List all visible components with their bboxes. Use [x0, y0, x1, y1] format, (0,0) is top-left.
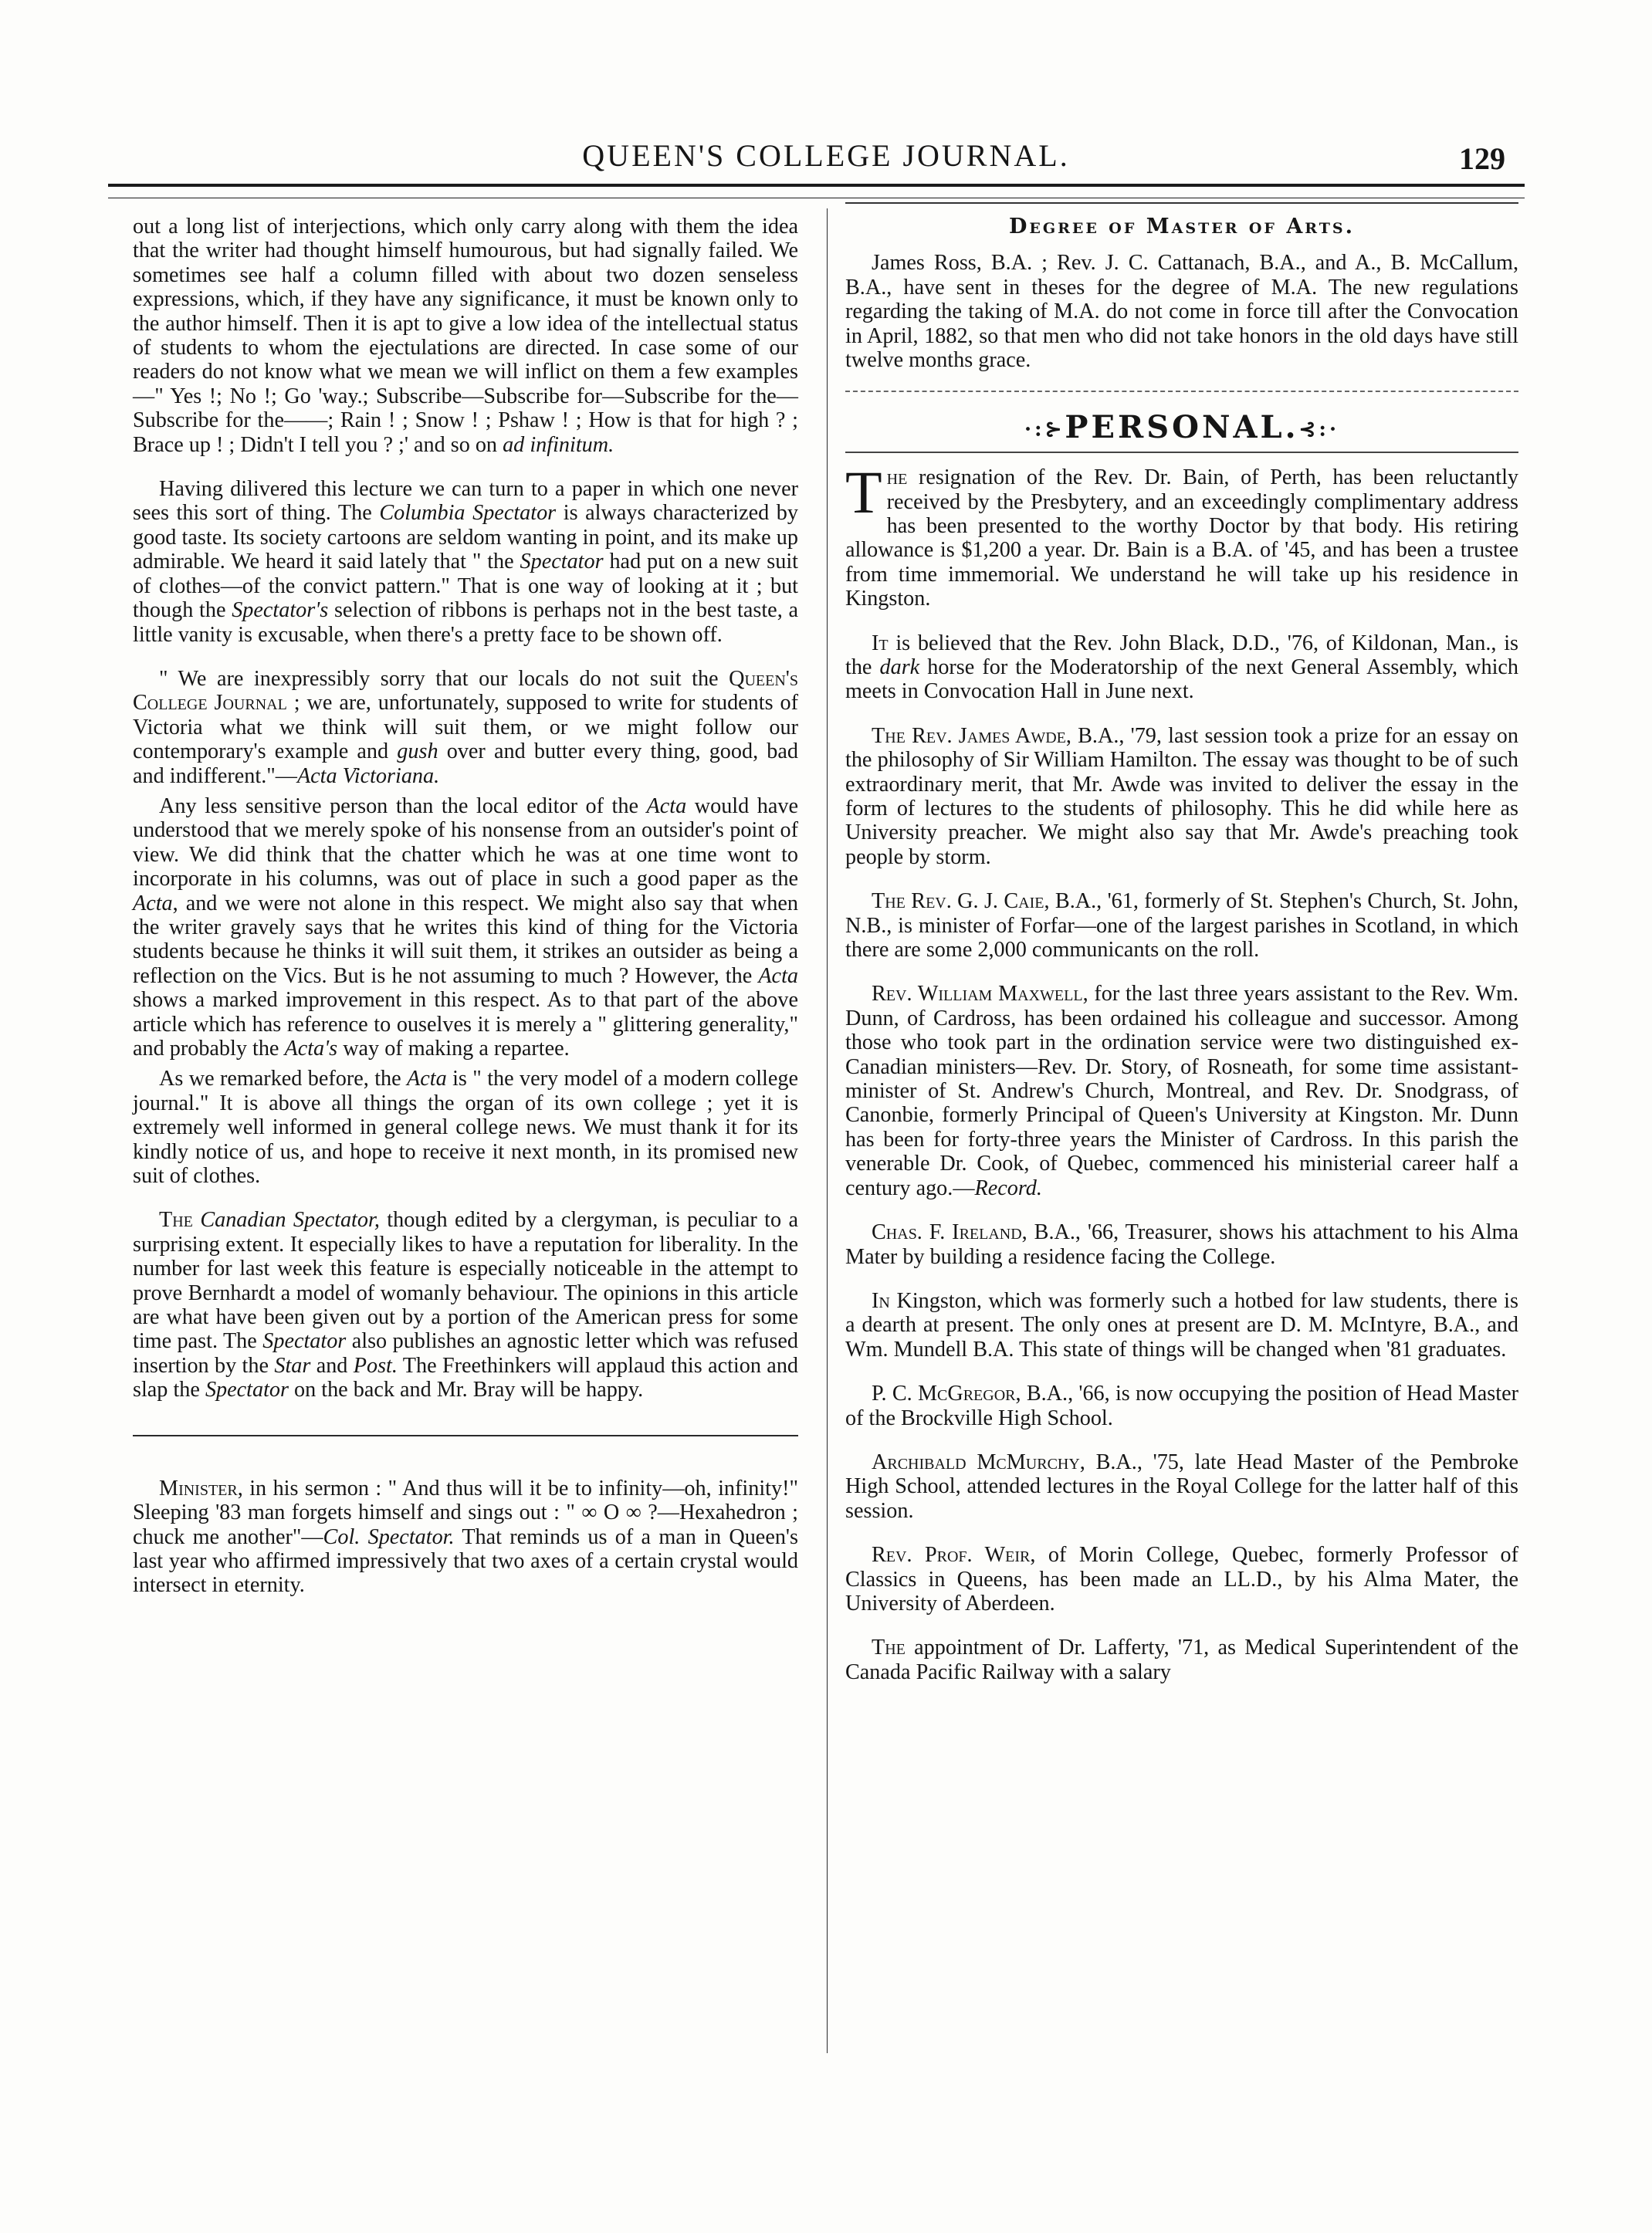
header-rule	[108, 184, 1525, 198]
section-heading: Degree of Master of Arts.	[1009, 215, 1355, 239]
personal-heading: ·:⊱PERSONAL.⊰:·	[1024, 409, 1340, 446]
news-item: The Rev. James Awde, B.A., '79, last session took a prize for an essay on the philosophy of Sir William Hamilton. The essay was thought to be of such extraordinary merit, that Mr. Awde was invited to deliver the essay in the form of lectures to the students of philosophy. This he did while here as University preacher. We might also say that Mr. Awde's preaching took people by storm.	[845, 723, 1518, 869]
news-item: Archibald McMurchy, B.A., '75, late Head Master of the Pembroke High School, attended lectures in the Royal College for the latter half of this session.	[845, 1450, 1518, 1523]
article-paragraph: James Ross, B.A. ; Rev. J. C. Cattanach, B.A., and A., B. McCallum, B.A., have sent in theses for the degree of M.A. The new regulations regarding the taking of M.A. do not come in force till after the Convocation in April, 1882, so that men who did not take honors in the old days have still twelve months grace.	[845, 251, 1518, 373]
article-paragraph: out a long list of interjections, which only carry along with them the idea that the writer had thought himself humourous, but had signally failed. We sometimes see half a column filled with about two dozen senseless expressions, which, if they have any significance, it must be known only to the author himself. Then it is apt to give a low idea of the intellectual status of students to whom the ejectulations are directed. In case some of our readers do not know what we mean we will inflict on them a few examples—" Yes !; No !; Go 'way.; Subscribe—Subscribe for—Subscribe for the—Subscribe for the——; Rain ! ; Snow ! ; Pshaw ! ; How is that for high ? ; Brace up ! ; Didn't I tell you ? ;' and so on ad infinitum.	[133, 215, 798, 457]
ornament-right-icon: ⊰:·	[1298, 418, 1340, 442]
article-paragraph: The Canadian Spectator, though edited by a clergyman, is peculiar to a surprising extent. It especially likes to have a reputation for liberality. In the number for last week this feature is especially noticeable in the attempt to prove Bernhardt a model of womanly behaviour. The opinions in this article are what have been given out by a portion of the American press for some time past. The Spectator also publishes an agnostic letter which was refused insertion by the Star and Post. The Freethinkers will applaud this action and slap the Spectator on the back and Mr. Bray will be happy.	[133, 1208, 799, 1402]
news-item: Rev. Prof. Weir, of Morin College, Quebec, formerly Professor of Classics in Queens, has been made an LL.D., by his Alma Mater, the University of Aberdeen.	[845, 1543, 1518, 1616]
column-divider	[827, 208, 828, 2053]
news-item: Chas. F. Ireland, B.A., '66, Treasurer, shows his attachment to his Alma Mater by building a residence facing the College.	[845, 1220, 1518, 1269]
section-rule	[845, 391, 1518, 392]
news-item: In Kingston, which was formerly such a hotbed for law students, there is a dearth at present. The only ones at present are D. M. McIntyre, B.A., and Wm. Mundell B.A. This state of things will be changed when '81 graduates.	[845, 1288, 1518, 1362]
news-item: The Rev. G. J. Caie, B.A., '61, formerly of St. Stephen's Church, St. John, N.B., is minister of Forfar—one of the largest parishes in Scotland, in which there are some 2,000 communicants on the roll.	[845, 889, 1519, 963]
news-item: The resignation of the Rev. Dr. Bain, of Perth, has been reluctantly received by the Presbytery, and an exceedingly complimentary address has been presented to the worthy Doctor by that body. His retiring allowance is $1,200 a year. Dr. Bain is a B.A. of '45, and has been a trustee from time immemorial. We understand he will take up his residence in Kingston.	[845, 458, 1518, 611]
section-rule	[133, 1435, 798, 1436]
page-title: QUEEN'S COLLEGE JOURNAL.	[582, 138, 1070, 173]
article-paragraph: Minister, in his sermon : " And thus will it be to infinity—oh, infinity!" Sleeping '83 man forgets himself and sings out : " ∞ O ∞ ?—Hexahedron ; chuck me another"—Col. Spectator. That reminds us of a man in Queen's last year who affirmed impressively that two axes of a certain crystal would intersect in eternity.	[133, 1476, 798, 1598]
page-number: 129	[1459, 141, 1505, 176]
left-column	[133, 215, 798, 1598]
news-item: P. C. McGregor, B.A., '66, is now occupying the position of Head Master of the Brockville High School.	[845, 1382, 1518, 1430]
news-item: Rev. William Maxwell, for the last three years assistant to the Rev. Wm. Dunn, of Cardross, has been ordained his colleague and successor. Among those who took part in the ordination service were two distinguished ex-Canadian ministers—Rev. Dr. Story, of Rosneath, for some time assistant-minister of St. Andrew's Church, Montreal, and Rev. Dr. Snodgrass, of Canonbie, formerly Principal of Queen's University at Kingston. Mr. Dunn has been for forty-three years the Minister of Cardross. In this parish the venerable Dr. Cook, of Quebec, commenced his ministerial career half a century ago.—Record.	[845, 982, 1518, 1200]
article-paragraph: Any less sensitive person than the local editor of the Acta would have understood that we merely spoke of his nonsense from an outsider's point of view. We did think that the chatter which he was at one time wont to incorporate in his columns, was out of place in such a good paper as the Acta, and we were not alone in this respect. We might also say that when the writer gravely says that he writes this kind of thing for the Victoria students because he thinks it will suit them, it strikes an outsider as being a reflection on the Vics. But is he not assuming to much ? However, the Acta shows a marked improvement in this respect. As to that part of the above article which has reference to ouselves it is merely a " glittering generality," and probably the Acta's way of making a repartee.	[133, 793, 798, 1061]
section-rule	[845, 452, 1518, 453]
news-item: It is believed that the Rev. John Black, D.D., '76, of Kildonan, Man., is the dark horse for the Moderatorship of the next General Assembly, which meets in Convocation Hall in June next.	[845, 631, 1518, 704]
article-paragraph: Having dilivered this lecture we can turn to a paper in which one never sees this sort of thing. The Columbia Spectator is always characterized by good taste. Its society cartoons are seldom wanting in point, and its make up admirable. We heard it said lately that " the Spectator had put on a new suit of clothes—of the convict pattern." That is one way of looking at it ; but though the Spectator's selection of ribbons is perhaps not in the best taste, a little vanity is excusable, when there's a pretty face to be shown off.	[133, 477, 798, 647]
ornament-left-icon: ·:⊱	[1024, 418, 1065, 442]
column-top-rule	[845, 202, 1518, 204]
article-paragraph: " We are inexpressibly sorry that our locals do not suit the Queen's College Journal ; we are, unfortunately, supposed to write for students of Victoria what we think will suit them, or we might follow our contemporary's example and gush over and butter every thing, good, bad and indifferent."—Acta Victoriana.	[133, 666, 798, 788]
right-column	[845, 202, 1518, 1684]
news-item: The appointment of Dr. Lafferty, '71, as Medical Superintendent of the Canada Pacific Railway with a salary	[845, 1636, 1518, 1684]
article-paragraph: As we remarked before, the Acta is " the very model of a modern college journal." It is above all things the organ of its own college ; yet it is extremely well informed in general college news. We must thank it for its kindly notice of us, and hope to receive it next month, in its promised new suit of clothes.	[133, 1067, 799, 1189]
drop-cap: T	[845, 458, 882, 526]
